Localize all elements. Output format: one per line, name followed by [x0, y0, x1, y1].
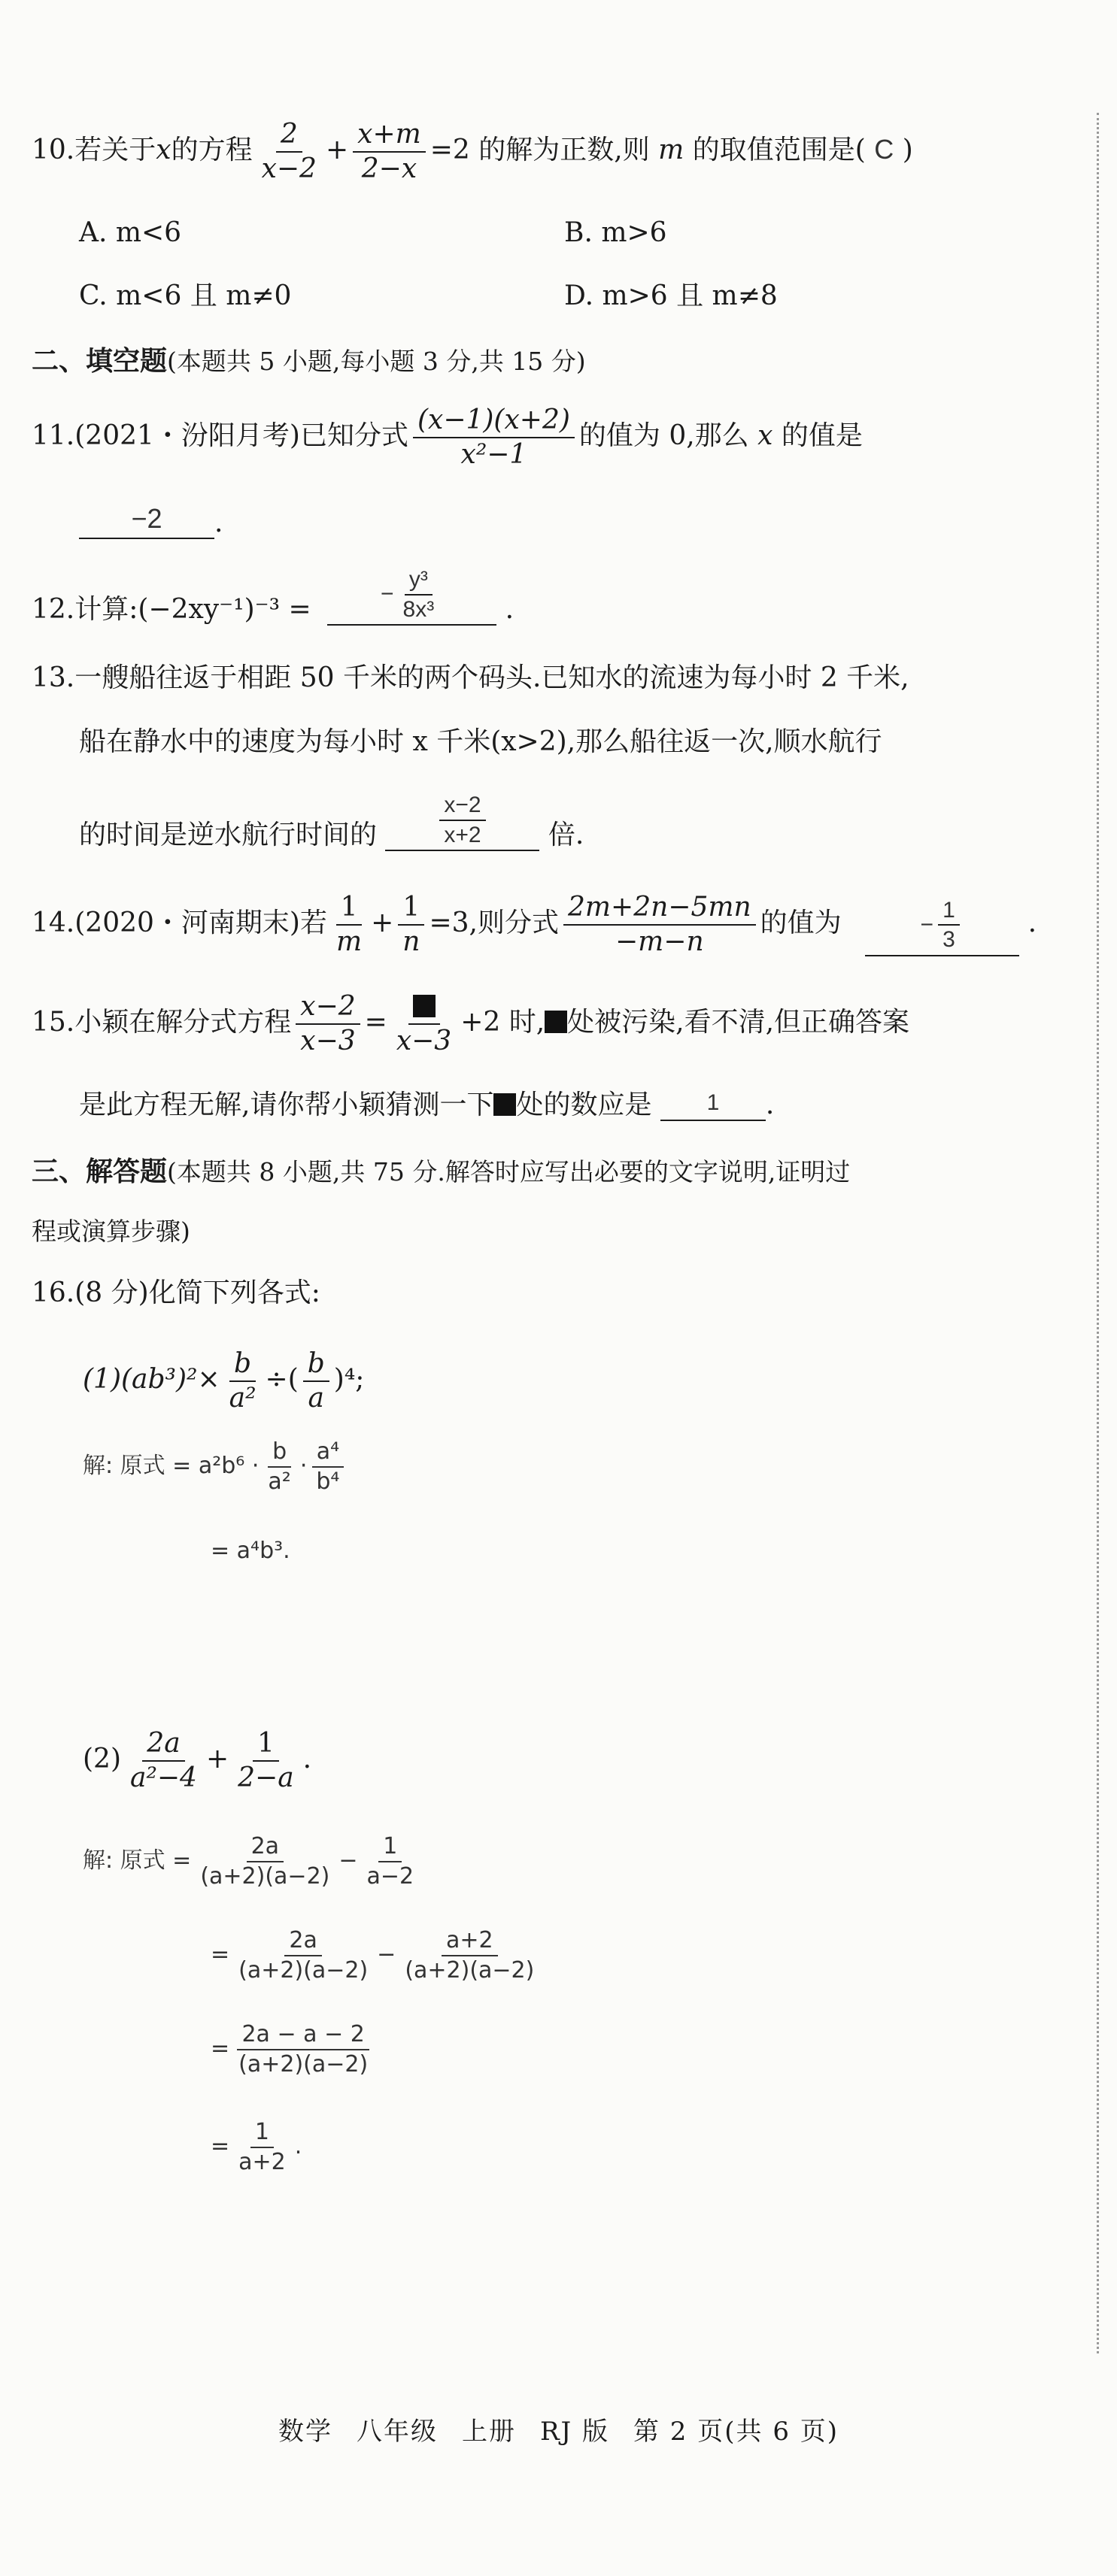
q16-part-1	[83, 1350, 364, 1413]
q13-answer-fraction	[439, 793, 485, 847]
q16-s2-l3-eq: =	[211, 2035, 230, 2062]
section-3-note-line-2	[32, 1212, 190, 1247]
q11-den: x²−1	[460, 438, 527, 470]
q14-answer-den: 3	[942, 927, 955, 953]
q14-f3-den: −m−n	[615, 926, 704, 957]
q13-answer	[385, 793, 539, 851]
q16-p1-div: ÷(	[265, 1363, 299, 1395]
section-3-note-2: 程或演算步骤)	[32, 1217, 190, 1246]
q16-s2-l2-fraction-2	[400, 1929, 539, 1982]
q10-text3: 的取值范围是(	[692, 134, 866, 165]
q16-s1-dot: ·	[299, 1453, 308, 1479]
q14-f1-den: m	[335, 926, 363, 957]
q16-s1-f1-den: a²	[268, 1468, 291, 1495]
q10-var-x: x	[156, 134, 171, 165]
q11-answer: −2	[79, 502, 214, 539]
q15-eq: =	[364, 1006, 387, 1038]
q15-f1-den: x−3	[300, 1025, 356, 1056]
q16-s1-f1-num: b	[268, 1440, 291, 1468]
page-footer	[0, 2411, 1117, 2447]
q15-text2: +2 时,	[460, 1006, 545, 1038]
q13-end: 倍.	[548, 819, 584, 850]
section-3-note-1: (本题共 8 小题,共 75 分.解答时应写出必要的文字说明,证明过	[167, 1157, 851, 1186]
q16-s2-l4-eq: =	[211, 2133, 230, 2159]
q16-s1-fraction-1	[263, 1440, 295, 1493]
footer-subject: 数学	[278, 2417, 332, 2447]
q16-p2-label: (2)	[83, 1743, 121, 1774]
q16-p1-f2-num: b	[303, 1350, 329, 1382]
q12-end: .	[505, 593, 514, 625]
question-11	[32, 406, 863, 469]
q13-answer-den: x+2	[444, 822, 481, 847]
q10-fraction-2	[353, 120, 426, 183]
q14-answer	[865, 899, 1019, 956]
q16-solution-2-line-4	[211, 2120, 302, 2174]
question-15	[32, 993, 909, 1056]
ink-blot-icon	[413, 995, 436, 1017]
q16-s1-fraction-2	[311, 1440, 344, 1493]
q14-answer-sign: −	[920, 912, 934, 938]
q16-p1-close: )⁴;	[333, 1363, 365, 1395]
q16-s2-l2b-den: (a+2)(a−2)	[405, 1956, 535, 1984]
q16-p2-f1-num: 2a	[142, 1729, 184, 1762]
q14-text1: 14.(2020・河南期末)若	[32, 907, 327, 938]
q12-text1: 12.计算:(−2xy⁻¹)⁻³ =	[32, 593, 311, 625]
q16-s2-l1-den: (a+2)(a−2)	[200, 1862, 330, 1890]
q16-p1-f1-num: b	[229, 1350, 256, 1382]
footer-edition: RJ 版	[539, 2417, 609, 2447]
q16-title: 16.(8 分)化简下列各式:	[32, 1277, 320, 1308]
footer-page-number: 第 2 页(共 6 页)	[633, 2417, 839, 2447]
q16-s2-l2-den: (a+2)(a−2)	[238, 1956, 369, 1984]
q16-s1-f2-num: a⁴	[312, 1440, 344, 1468]
q10-var-m: m	[658, 134, 684, 165]
q16-s1-lead: 解: 原式 = a²b⁶ ·	[83, 1453, 260, 1479]
q14-fraction-3	[563, 893, 756, 956]
q10-f1-num: 2	[276, 120, 302, 153]
section-2-title: 二、填空题	[32, 346, 168, 377]
q10-option-b: B. m>6	[564, 217, 667, 248]
q16-s2-l4-num: 1	[250, 2120, 274, 2148]
q11-num: (x−1)(x+2)	[413, 406, 575, 438]
q16-p2-fraction-1	[126, 1729, 202, 1793]
q15-answer: 1	[660, 1089, 766, 1121]
q16-s2-l1-fraction-1	[196, 1835, 334, 1888]
q16-p2-fraction-2	[233, 1729, 299, 1793]
q16-solution-2-line-3	[211, 2023, 377, 2076]
q14-f3-num: 2m+2n−5mn	[563, 893, 756, 926]
q10-f2-num: x+m	[353, 120, 426, 153]
q10-f1-den: x−2	[261, 153, 317, 184]
q14-f2-num: 1	[398, 893, 424, 926]
q16-s2-l1-fraction-2	[363, 1835, 419, 1888]
q16-s2-l2-eq: =	[211, 1941, 230, 1968]
q13-line-2: 船在静水中的速度为每小时 x 千米(x>2),那么船往返一次,顺水航行	[79, 726, 882, 757]
page-edge-dotted-rule	[1097, 113, 1099, 2353]
q14-answer-num: 1	[938, 899, 960, 926]
q16-s2-l2-num: 2a	[284, 1929, 321, 1956]
q11-end: .	[214, 508, 223, 538]
q14-f1-num: 1	[336, 893, 363, 926]
q16-s2-l4-fraction	[234, 2120, 290, 2174]
q15-text3: 处被污染,看不清,但正确答案	[567, 1006, 910, 1038]
q12-answer-sign: −	[381, 581, 394, 607]
q16-p2-end: .	[302, 1743, 312, 1774]
q14-fraction-1	[332, 893, 366, 956]
q16-p1-fraction-1	[225, 1350, 261, 1413]
q11-text3: 的值是	[781, 420, 863, 451]
q14-plus: +	[371, 907, 394, 938]
q10-fraction-1	[257, 120, 321, 183]
q10-plus: +	[325, 134, 349, 165]
q16-s2-l2-fraction-1	[234, 1929, 372, 1982]
q10-option-a: A. m<6	[79, 217, 182, 248]
q16-s2-lead: 解: 原式 =	[83, 1847, 192, 1874]
q16-s2-l1b-den: a−2	[366, 1862, 414, 1890]
q16-p1-f2-den: a	[308, 1382, 324, 1414]
q10-option-c: C. m<6 且 m≠0	[79, 280, 292, 311]
q16-s2-l4-den: a+2	[238, 2148, 286, 2175]
q16-s2-l3-fraction	[234, 2023, 372, 2076]
q16-s2-l4-end: .	[294, 2133, 302, 2159]
q16-p1-fraction-2	[303, 1350, 329, 1413]
q15-f2-den: x−3	[396, 1025, 452, 1056]
q16-solution-1-line-2: = a⁴b³.	[211, 1538, 290, 1564]
question-10	[32, 120, 913, 183]
ink-blot-icon	[493, 1093, 516, 1116]
q14-fraction-2	[398, 893, 424, 956]
q11-var-x: x	[757, 420, 773, 451]
q10-option-d: D. m>6 且 m≠8	[564, 280, 778, 311]
q14-answer-fraction	[938, 899, 960, 952]
q16-s2-l2-minus: −	[377, 1941, 396, 1968]
q10-answer: C	[874, 133, 894, 165]
q16-s2-l1-num: 2a	[247, 1835, 284, 1862]
q11-fraction	[413, 406, 575, 469]
q16-s2-l1-minus: −	[338, 1847, 358, 1874]
q16-p1-label: (1)(ab³)²×	[83, 1363, 220, 1395]
q16-s1-f2-den: b⁴	[316, 1468, 340, 1495]
q16-p1-f1-den: a²	[229, 1382, 256, 1414]
section-2-heading	[32, 340, 586, 378]
q13-line-1: 13.一艘船往返于相距 50 千米的两个码头.已知水的流速为每小时 2 千米,	[32, 662, 909, 693]
q16-p2-f1-den: a²−4	[130, 1762, 197, 1793]
footer-grade: 八年级	[356, 2417, 438, 2447]
q13-answer-num: x−2	[439, 793, 485, 821]
q10-f2-den: 2−x	[361, 153, 417, 184]
q16-p2-f2-den: 2−a	[238, 1762, 294, 1793]
q16-solution-1	[83, 1440, 348, 1493]
q12-answer	[327, 568, 496, 626]
ink-blot-icon	[545, 1011, 567, 1033]
q16-s2-l1b-num: 1	[378, 1835, 402, 1862]
q15-line2a: 是此方程无解,请你帮小颖猜测一下	[79, 1089, 494, 1120]
q15-end: .	[765, 1089, 775, 1120]
q16-p2-plus: +	[205, 1743, 229, 1774]
q10-text1: 的方程	[171, 134, 253, 165]
q12-answer-fraction	[399, 568, 439, 621]
q15-text1: 15.小颖在解分式方程	[32, 1006, 292, 1038]
q16-solution-2-line-2	[211, 1929, 543, 1982]
section-3-heading	[32, 1150, 850, 1189]
q16-s2-l2b-num: a+2	[442, 1929, 498, 1956]
q11-answer-line	[79, 502, 223, 539]
q14-text3: 的值为	[760, 907, 842, 938]
q15-line-2	[79, 1089, 774, 1121]
question-12	[32, 568, 514, 626]
q11-text2: 的值为 0,那么	[578, 420, 749, 451]
q15-f2-num-blot	[408, 993, 440, 1025]
q13-line3-text: 的时间是逆水航行时间的	[79, 819, 378, 850]
q14-f2-den: n	[402, 926, 420, 957]
q15-fraction-1	[296, 993, 360, 1056]
q10-text2: =2 的解为正数,则	[429, 134, 650, 165]
question-14	[32, 893, 1037, 956]
q14-end: .	[1027, 907, 1037, 938]
q16-s2-l3-den: (a+2)(a−2)	[238, 2050, 369, 2077]
section-2-note: (本题共 5 小题,每小题 3 分,共 15 分)	[167, 347, 586, 376]
q15-line2b: 处的数应是	[516, 1089, 652, 1120]
q12-answer-num: y³	[405, 568, 433, 596]
q15-f1-num: x−2	[296, 993, 360, 1025]
q16-part-2	[83, 1729, 311, 1793]
q10-prefix: 10.若关于	[32, 134, 156, 165]
q15-fraction-2	[392, 993, 456, 1056]
q16-p2-f2-num: 1	[253, 1729, 279, 1762]
q12-answer-den: 8x³	[402, 596, 435, 622]
footer-volume: 上册	[461, 2417, 516, 2447]
q16-solution-2-line-1	[83, 1835, 423, 1888]
q14-text2: =3,则分式	[429, 907, 559, 938]
q13-line-3	[79, 793, 584, 851]
section-3-title: 三、解答题	[32, 1156, 168, 1187]
q10-close: )	[902, 134, 913, 165]
q16-s2-l3-num: 2a − a − 2	[237, 2023, 369, 2050]
q11-text1: 11.(2021・汾阳月考)已知分式	[32, 420, 408, 451]
